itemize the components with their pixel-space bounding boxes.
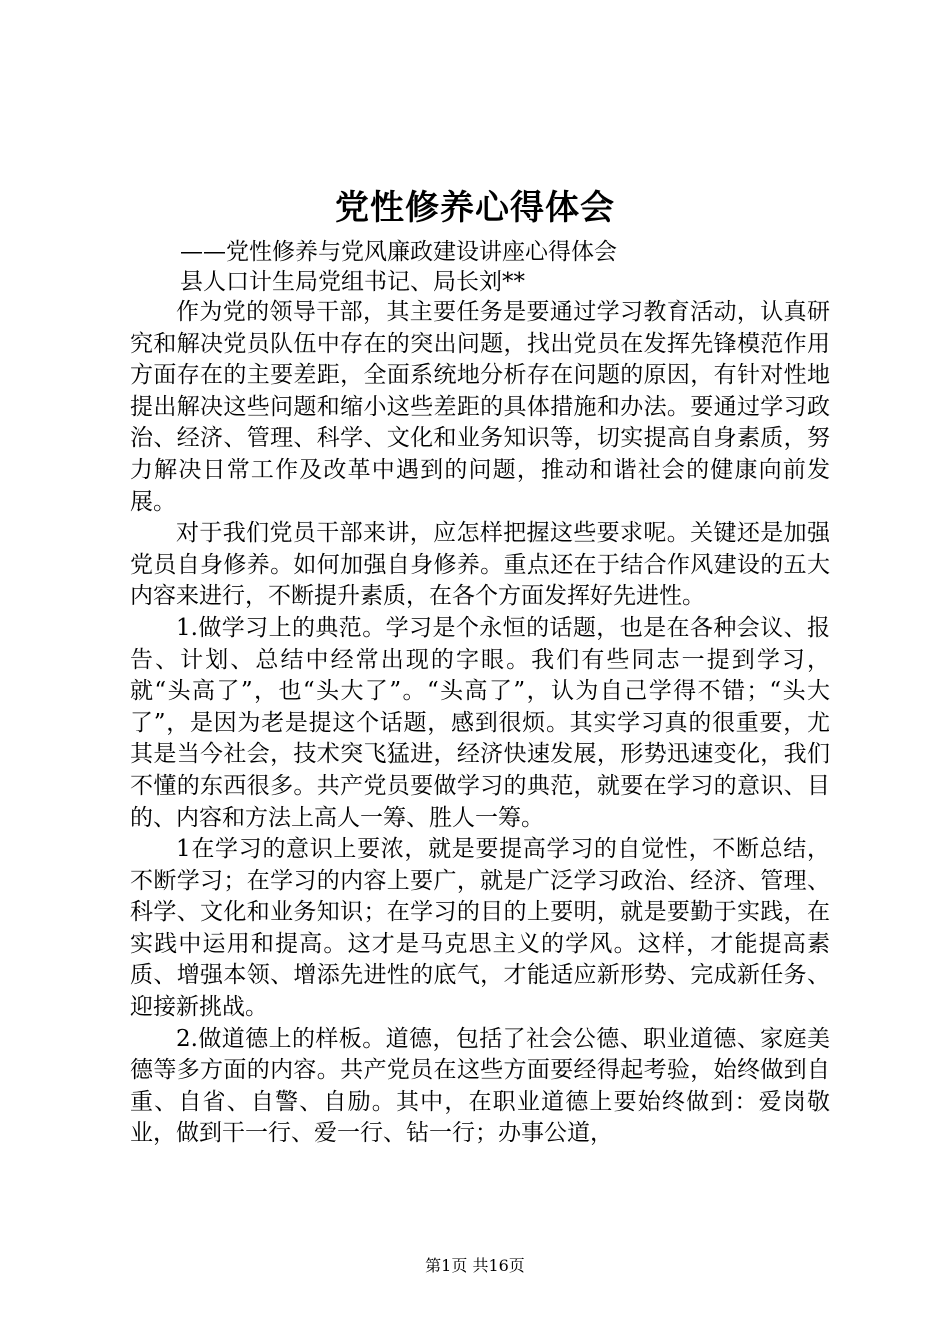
body-paragraph: 对于我们党员干部来讲，应怎样把握这些要求呢。关键还是加强党员自身修养。如何加强自身修养。重点还在于结合作风建设的五大内容来进行，不断提升素质，在各个方面发挥好先进性。 bbox=[130, 520, 830, 610]
body-paragraph: 1在学习的意识上要浓，就是要提高学习的自觉性，不断总结，不断学习；在学习的内容上要广，就是广泛学习政治、经济、管理、科学、文化和业务知识；在学习的目的上要明，就是要勤于实践，在实践中运用和提高。这才是马克思主义的学风。这样，才能提高素质、增强本领、增添先进性的底气，才能适应新形势、完成新任务、迎接新挑战。 bbox=[130, 836, 830, 1021]
body-paragraph: 2.做道德上的样板。道德，包括了社会公德、职业道德、家庭美德等多方面的内容。共产党员在这些方面要经得起考验，始终做到自重、自省、自警、自励。其中，在职业道德上要始终做到：爱岗敬业，做到干一行、爱一行、钻一行；办事公道， bbox=[130, 1025, 830, 1147]
document-author: 县人口计生局党组书记、局长刘** bbox=[180, 269, 525, 295]
document-title: 党性修养心得体会 bbox=[335, 188, 615, 228]
page-footer: 第1页 共16页 bbox=[425, 1256, 525, 1275]
document-subtitle: ——党性修养与党风廉政建设讲座心得体会 bbox=[180, 239, 617, 265]
body-paragraph: 1.做学习上的典范。学习是个永恒的话题，也是在各种会议、报告、计划、总结中经常出现的字眼。我们有些同志一提到学习，就“头高了”，也“头大了”。“头高了”，认为自己学得不错；“头大了”，是因为老是提这个话题，感到很烦。其实学习真的很重要，尤其是当今社会，技术突飞猛进，经济快速发展，形势迅速变化，我们不懂的东西很多。共产党员要做学习的典范，就要在学习的意识、目的、内容和方法上高人一筹、胜人一筹。 bbox=[130, 614, 830, 831]
body-paragraph: 作为党的领导干部，其主要任务是要通过学习教育活动，认真研究和解决党员队伍中存在的突出问题，找出党员在发挥先锋模范作用方面存在的主要差距，全面系统地分析存在问题的原因，有针对性地提出解决这些问题和缩小这些差距的具体措施和办法。要通过学习政治、经济、管理、科学、文化和业务知识等，切实提高自身素质，努力解决日常工作及改革中遇到的问题，推动和谐社会的健康向前发展。 bbox=[130, 299, 830, 515]
document-body bbox=[130, 297, 830, 1150]
